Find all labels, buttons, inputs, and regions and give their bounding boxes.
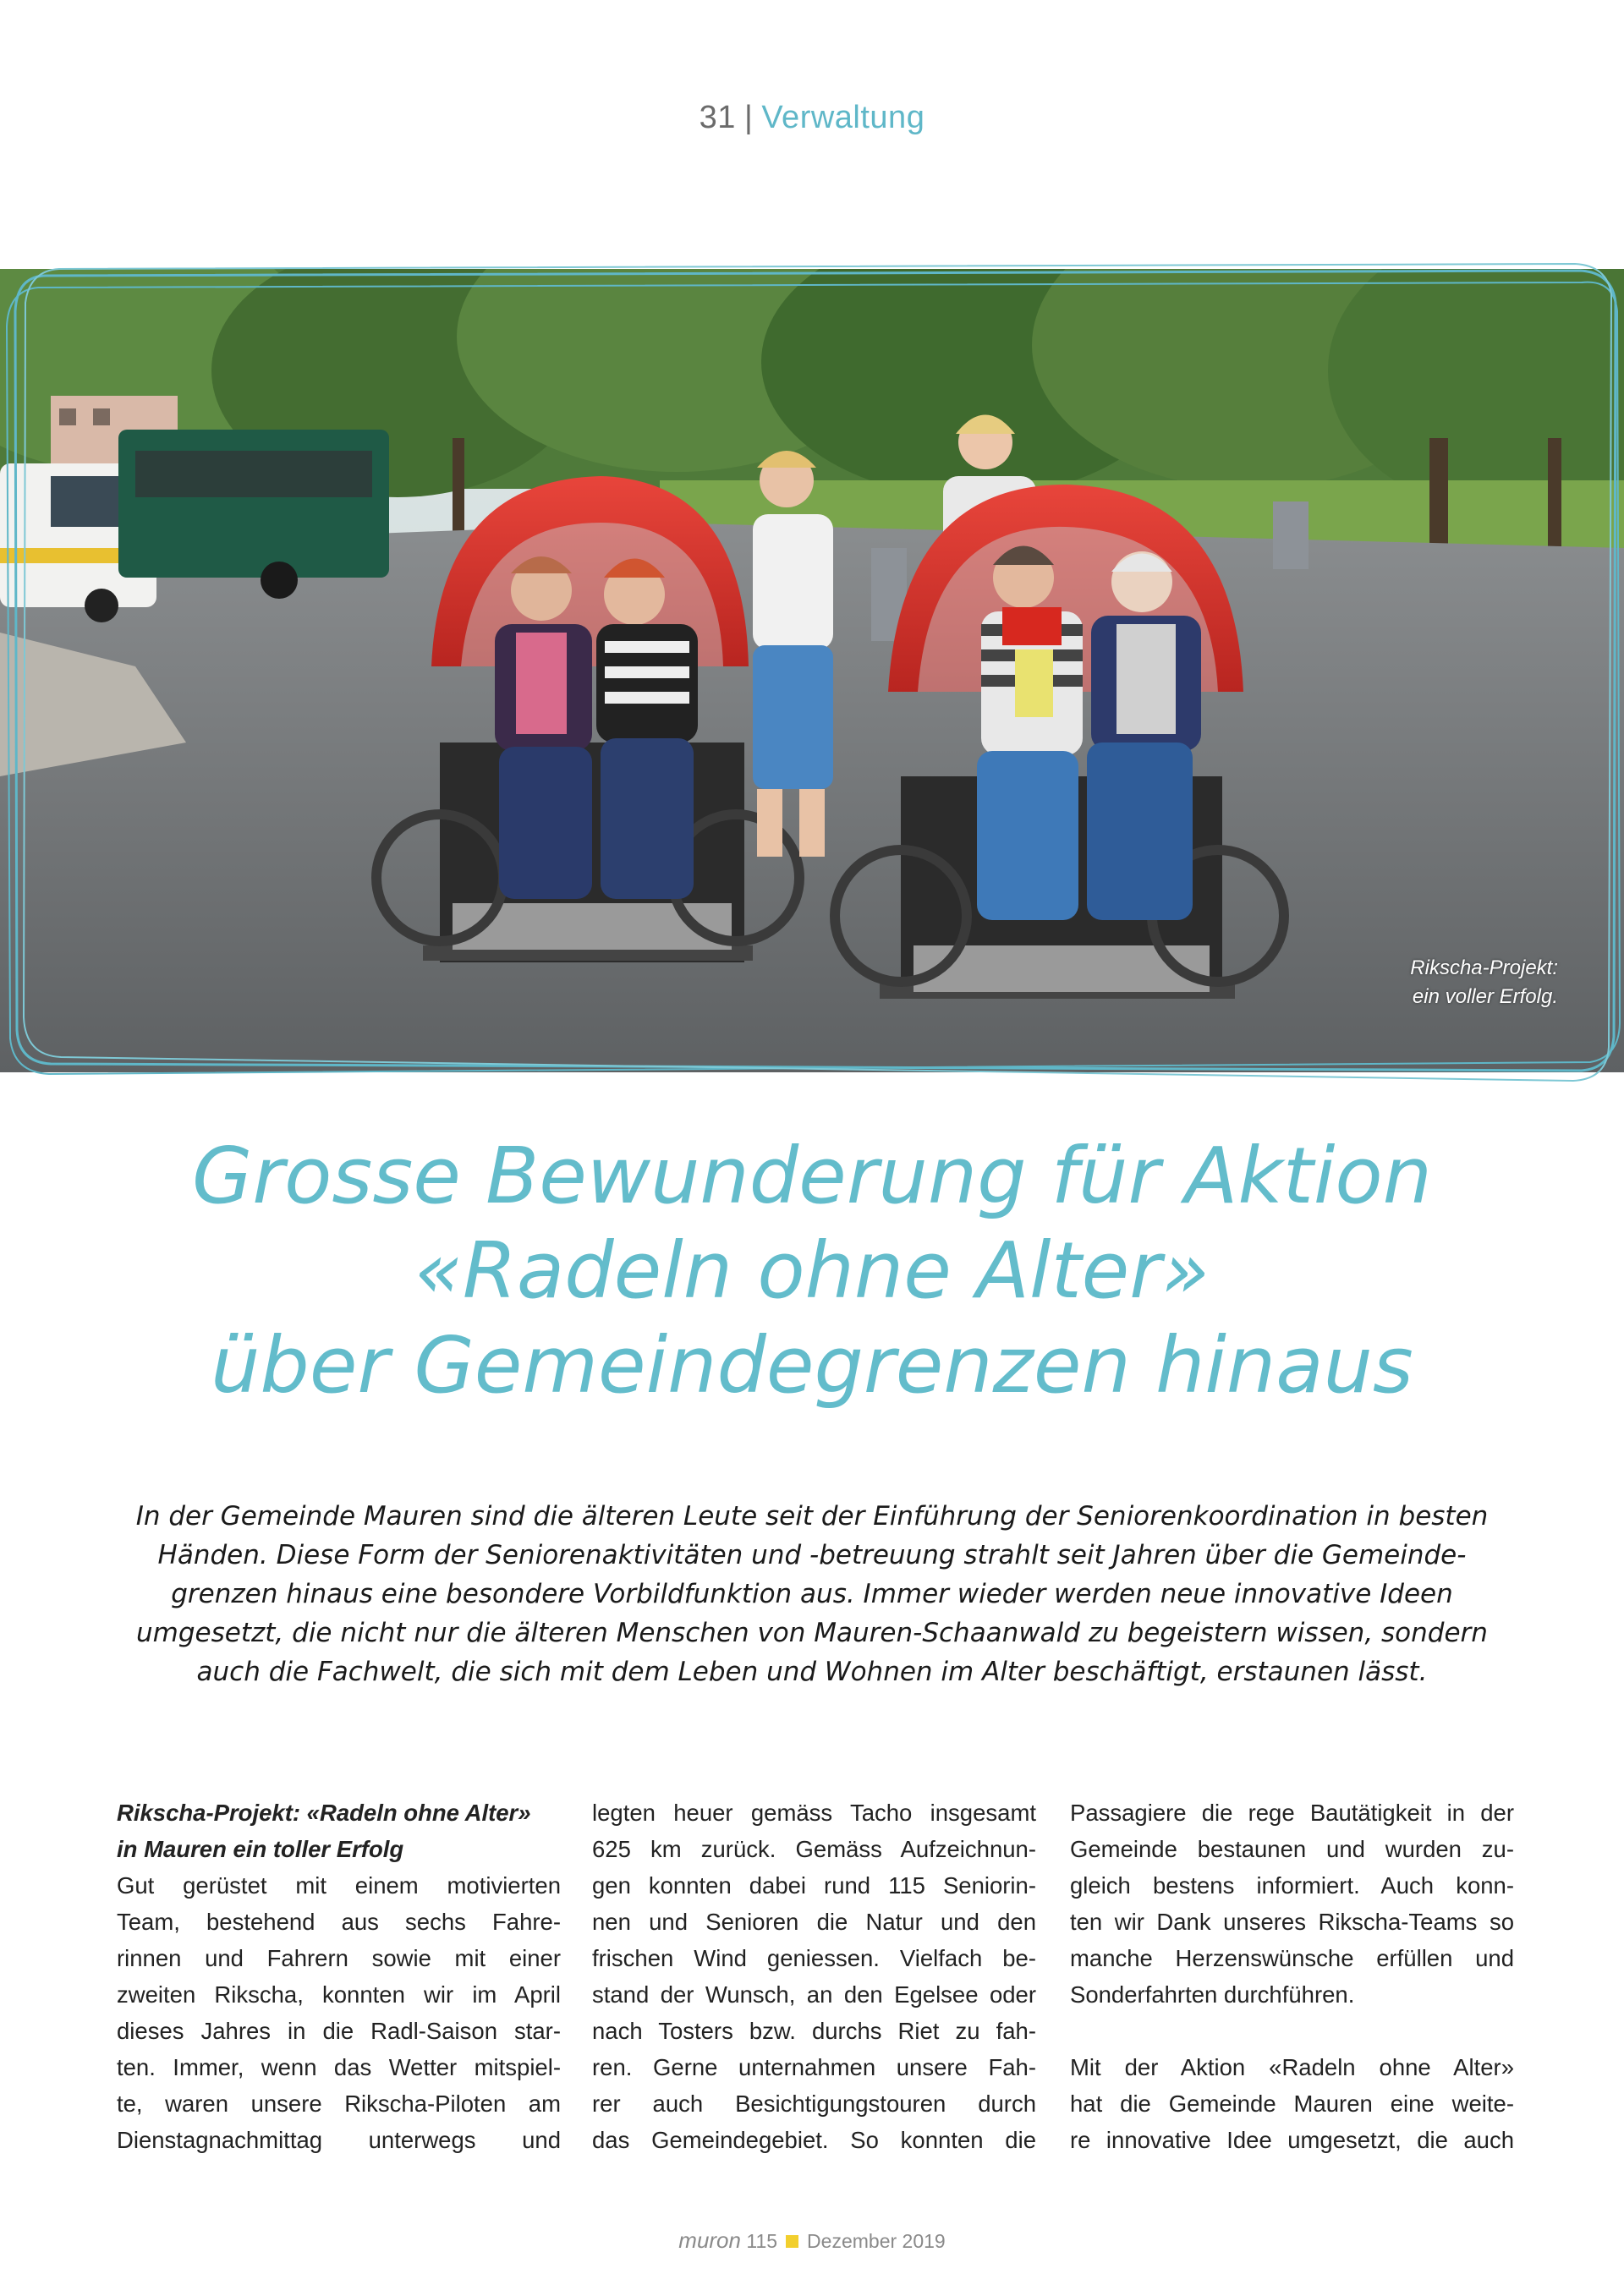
body-line: Sonderfahrten durchführen.: [1070, 1981, 1355, 2008]
body-line: nach Tosters bzw. durchs Riet zu fah-: [592, 2018, 1036, 2044]
body-line: Team, bestehend aus sechs Fahre-: [117, 1909, 561, 1935]
body-line: 625 km zurück. Gemäss Aufzeichnun-: [592, 1836, 1036, 1862]
body-line: re innovative Idee umgesetzt, die auch: [1070, 2127, 1514, 2153]
lead-line: auch die Fachwelt, die sich mit dem Leben und Wohnen im Alter beschäftigt, erstaunen lässt.: [196, 1657, 1428, 1687]
body-line: ren. Gerne unternahmen unsere Fah-: [592, 2054, 1036, 2080]
section-title: Verwaltung: [761, 100, 925, 135]
body-line: rer auch Besichtigungstouren durch: [592, 2091, 1036, 2117]
body-line: hat die Gemeinde Mauren eine weite-: [1070, 2091, 1514, 2117]
body-line: gleich bestens informiert. Auch konn-: [1070, 1872, 1514, 1899]
headline-line-1: Grosse Bewunderung für Aktion: [192, 1131, 1432, 1221]
page-footer: [0, 2228, 1624, 2254]
body-line: Gemeinde bestaunen und wurden zu-: [1070, 1836, 1514, 1862]
body-line: ten. Immer, wenn das Wetter mitspiel-: [117, 2054, 561, 2080]
body-line: rinnen und Fahrern sowie mit einer: [117, 1945, 561, 1971]
rickshaw-photo: [0, 269, 1624, 1072]
photo-caption: [1410, 954, 1558, 1011]
lead-line: umgesetzt, die nicht nur die älteren Menschen von Mauren-Schaanwald zu begeistern wissen, sondern: [136, 1618, 1488, 1648]
lead-line: grenzen hinaus eine besondere Vorbildfunktion aus. Immer wieder werden neue innovative Ideen: [171, 1579, 1453, 1609]
column-2: [592, 1795, 1036, 2158]
page-number: 31: [699, 100, 736, 135]
article-body: [0, 1795, 1624, 2167]
body-line: nen und Senioren die Natur und den: [592, 1909, 1036, 1935]
body-line: ten wir Dank unseres Rikscha-Teams so: [1070, 1909, 1514, 1935]
article-photo: [0, 269, 1624, 1072]
body-line: te, waren unsere Rikscha-Piloten am: [117, 2091, 561, 2117]
issue-number: 115: [746, 2230, 778, 2252]
paragraph-break: [1070, 2013, 1514, 2049]
body-line: Gut gerüstet mit einem motivierten: [117, 1872, 561, 1899]
column-1: [117, 1795, 561, 2158]
lead-paragraph: [127, 1497, 1497, 1691]
headline-line-2: «Radeln ohne Alter»: [414, 1225, 1210, 1316]
body-line: legten heuer gemäss Tacho insgesamt: [592, 1800, 1036, 1826]
column-3: [1070, 1795, 1514, 2158]
magazine-name: muron: [678, 2228, 741, 2253]
issue-date: Dezember 2019: [807, 2230, 946, 2252]
body-line: Dienstagnachmittag unterwegs und: [117, 2127, 561, 2153]
lead-line: Händen. Diese Form der Seniorenaktivitäten und -betreuung strahlt seit Jahren über die Gemeinde-: [157, 1540, 1467, 1570]
article-headline: [0, 1129, 1624, 1413]
body-line: dieses Jahres in die Radl-Saison star-: [117, 2018, 561, 2044]
yellow-square-icon: [786, 2235, 798, 2248]
body-line: manche Herzenswünsche erfüllen und: [1070, 1945, 1514, 1971]
headline-line-3: über Gemeindegrenzen hinaus: [211, 1320, 1413, 1411]
body-line: stand der Wunsch, an den Egelsee oder: [592, 1981, 1036, 2008]
body-line: zweiten Rikscha, konnten wir im April: [117, 1981, 561, 2008]
body-line: frischen Wind geniessen. Vielfach be-: [592, 1945, 1036, 1971]
body-line: Passagiere die rege Bautätigkeit in der: [1070, 1800, 1514, 1826]
caption-line-1: Rikscha-Projekt:: [1410, 956, 1558, 979]
body-line: das Gemeindegebiet. So konnten die: [592, 2127, 1036, 2153]
body-line: gen konnten dabei rund 115 Seniorin-: [592, 1872, 1036, 1899]
caption-line-2: ein voller Erfolg.: [1412, 985, 1558, 1008]
subheading-line-2: in Mauren ein toller Erfolg: [117, 1836, 404, 1862]
header-separator: |: [743, 100, 754, 135]
subheading-line-1: Rikscha-Projekt: «Radeln ohne Alter»: [117, 1800, 531, 1826]
page-header: [0, 100, 1624, 136]
body-line: Mit der Aktion «Radeln ohne Alter»: [1070, 2054, 1514, 2080]
lead-line: In der Gemeinde Mauren sind die älteren Leute seit der Einführung der Seniorenkoordination in besten: [135, 1501, 1489, 1532]
